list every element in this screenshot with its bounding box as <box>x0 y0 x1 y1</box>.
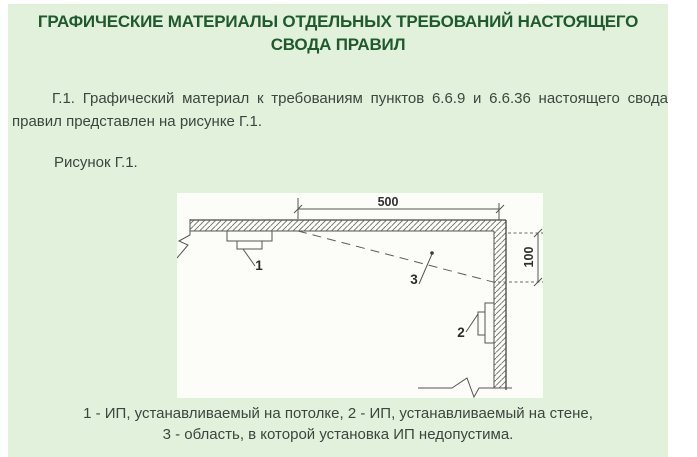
ceiling-hatch <box>190 220 506 231</box>
figure-caption <box>8 403 668 445</box>
restricted-area-dashed-line <box>298 231 497 283</box>
dim-100-label: 100 <box>522 246 536 268</box>
callout-1-leader <box>243 249 255 266</box>
technical-drawing <box>177 193 543 398</box>
detector-wall-body <box>485 303 494 343</box>
page-panel <box>8 4 668 457</box>
caption-line-2: 3 - область, в которой установка ИП недопустима. <box>162 426 514 443</box>
callout-2-leader <box>466 314 478 332</box>
callout-3-label: 3 <box>410 272 418 287</box>
detector-ceiling-body <box>227 231 272 241</box>
callout-1-label: 1 <box>255 258 263 273</box>
callout-2-label: 2 <box>457 325 465 340</box>
title-line-2: СВОДА ПРАВИЛ <box>270 35 406 54</box>
callout-3-leader <box>419 254 432 284</box>
wall-hatch <box>494 231 506 388</box>
document-title <box>18 10 658 56</box>
detector-ceiling-head <box>237 241 262 249</box>
figure-label: Рисунок Г.1. <box>54 154 138 171</box>
detector-wall-head <box>478 312 485 335</box>
dim-500-label: 500 <box>377 195 399 209</box>
figure-g1 <box>177 193 543 398</box>
break-line-left <box>177 219 190 258</box>
title-line-1: ГРАФИЧЕСКИЕ МАТЕРИАЛЫ ОТДЕЛЬНЫХ ТРЕБОВАНИЙ НАСТОЯЩЕГО <box>37 12 639 31</box>
caption-line-1: 1 - ИП, устанавливаемый на потолке, 2 - ИП, устанавливаемый на стене, <box>83 405 593 422</box>
paragraph-g1: Г.1. Графический материал к требованиям пунктов 6.6.9 и 6.6.36 настоящего свода правил представлен на рисунке Г.1. <box>12 90 668 130</box>
callout-3-dot <box>430 251 434 255</box>
